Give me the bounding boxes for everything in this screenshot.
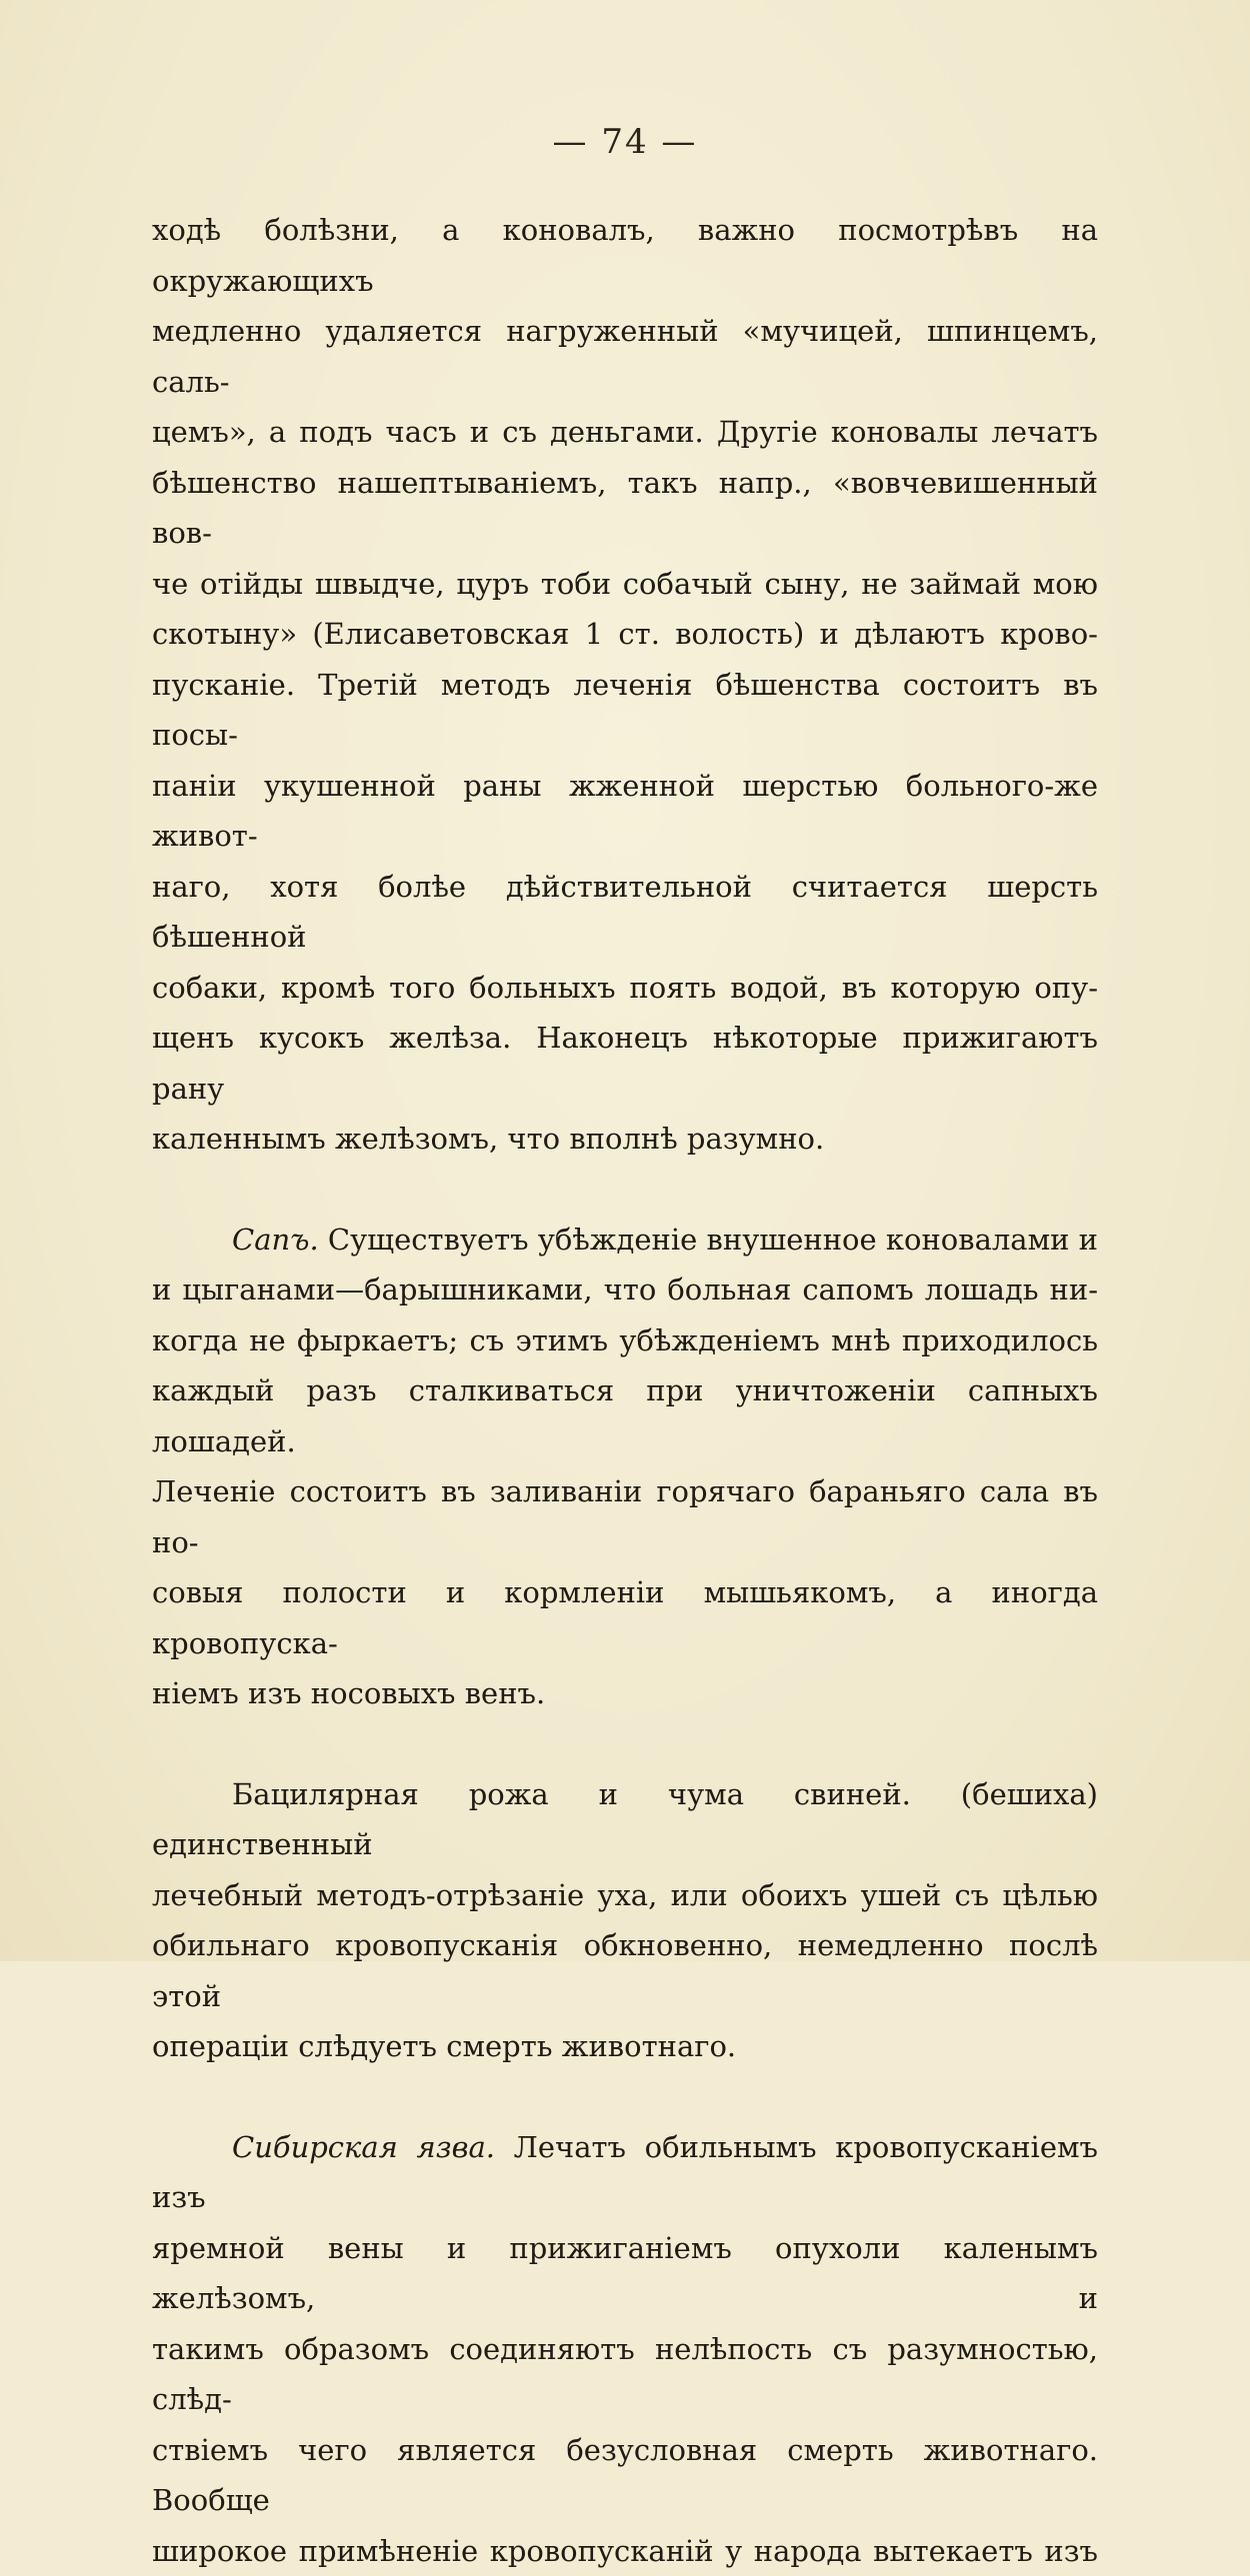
text-line: широкое примѣненіе кровопусканій у народа вытекаетъ изъ <box>152 2526 1098 2576</box>
paragraph-rabies-treatment <box>152 205 1098 1165</box>
text-line: Бацилярная рожа и чума свиней. (бешиха) единственный <box>152 1769 1098 1870</box>
text-line: собаки, кромѣ того больныхъ поять водой, въ которую опу- <box>152 963 1098 1014</box>
paragraph-gap <box>152 2072 1098 2122</box>
text-fragment: Существуетъ убѣжденіе внушенное коновалами и <box>319 1223 1098 1257</box>
text-line: Леченіе состоитъ въ заливаніи горячаго бараньяго сала въ но- <box>152 1466 1098 1567</box>
text-line: когда не фыркаетъ; съ этимъ убѣжденіемъ мнѣ приходилось <box>152 1315 1098 1366</box>
text-line <box>152 1215 1098 1266</box>
text-line: ніемъ изъ носовыхъ венъ. <box>152 1668 1098 1719</box>
section-heading-glanders: Сапъ. <box>232 1223 319 1257</box>
text-line: совыя полости и кормленіи мышьякомъ, а иногда кровопуска- <box>152 1567 1098 1668</box>
paragraph-gap <box>152 1719 1098 1769</box>
text-line: пусканіе. Третій методъ леченія бѣшенства состоитъ въ посы- <box>152 660 1098 761</box>
text-line: бѣшенство нашептываніемъ, такъ напр., «вовчевишенный вов- <box>152 458 1098 559</box>
text-line: каждый разъ сталкиваться при уничтоженіи сапныхъ лошадей. <box>152 1365 1098 1466</box>
paragraph-swine-erysipelas <box>152 1769 1098 2072</box>
text-line: цемъ», а подъ часъ и съ деньгами. Другіе коновалы лечатъ <box>152 407 1098 458</box>
text-line: каленнымъ желѣзомъ, что вполнѣ разумно. <box>152 1114 1098 1165</box>
page-number: — 74 — <box>0 122 1250 162</box>
text-line: медленно удаляется нагруженный «мучицей, шпинцемъ, саль- <box>152 306 1098 407</box>
text-line: скотыну» (Елисаветовская 1 ст. волость) и дѣлаютъ крово- <box>152 609 1098 660</box>
section-heading-anthrax: Сибирская язва. <box>232 2130 495 2164</box>
paragraph-glanders <box>152 1215 1098 1719</box>
text-line: наго, хотя болѣе дѣйствительной считается шерсть бѣшенной <box>152 862 1098 963</box>
text-line: и цыганами—барышниками, что больная сапомъ лошадь ни- <box>152 1265 1098 1315</box>
text-fragment: Лечатъ обильнымъ кровопусканіемъ изъ <box>152 2130 1098 2215</box>
text-line: яремной вены и прижиганіемъ опухоли каленымъ желѣзомъ, и <box>152 2223 1098 2324</box>
page-content <box>152 205 1098 2576</box>
text-line: лечебный методъ-отрѣзаніе уха, или обоихъ ушей съ цѣлью <box>152 1870 1098 1921</box>
text-line: операціи слѣдуетъ смерть животнаго. <box>152 2021 1098 2072</box>
text-line: щенъ кусокъ желѣза. Наконецъ нѣкоторые прижигаютъ рану <box>152 1013 1098 1114</box>
text-line: обильнаго кровопусканія обкновенно, немедленно послѣ этой <box>152 1920 1098 2021</box>
text-line <box>152 2122 1098 2223</box>
text-line: такимъ образомъ соединяютъ нелѣпость съ разумностью, слѣд- <box>152 2324 1098 2425</box>
text-line: че отійды швыдче, цуръ тоби собачый сыну, не займай мою <box>152 559 1098 610</box>
paragraph-anthrax <box>152 2122 1098 2576</box>
text-line: ствіемъ чего является безусловная смерть животнаго. Вообще <box>152 2425 1098 2526</box>
paragraph-gap <box>152 1165 1098 1215</box>
text-line: ходѣ болѣзни, а коновалъ, важно посмотрѣвъ на окружающихъ <box>152 205 1098 306</box>
text-line: паніи укушенной раны жженной шерстью больного-же живот- <box>152 761 1098 862</box>
